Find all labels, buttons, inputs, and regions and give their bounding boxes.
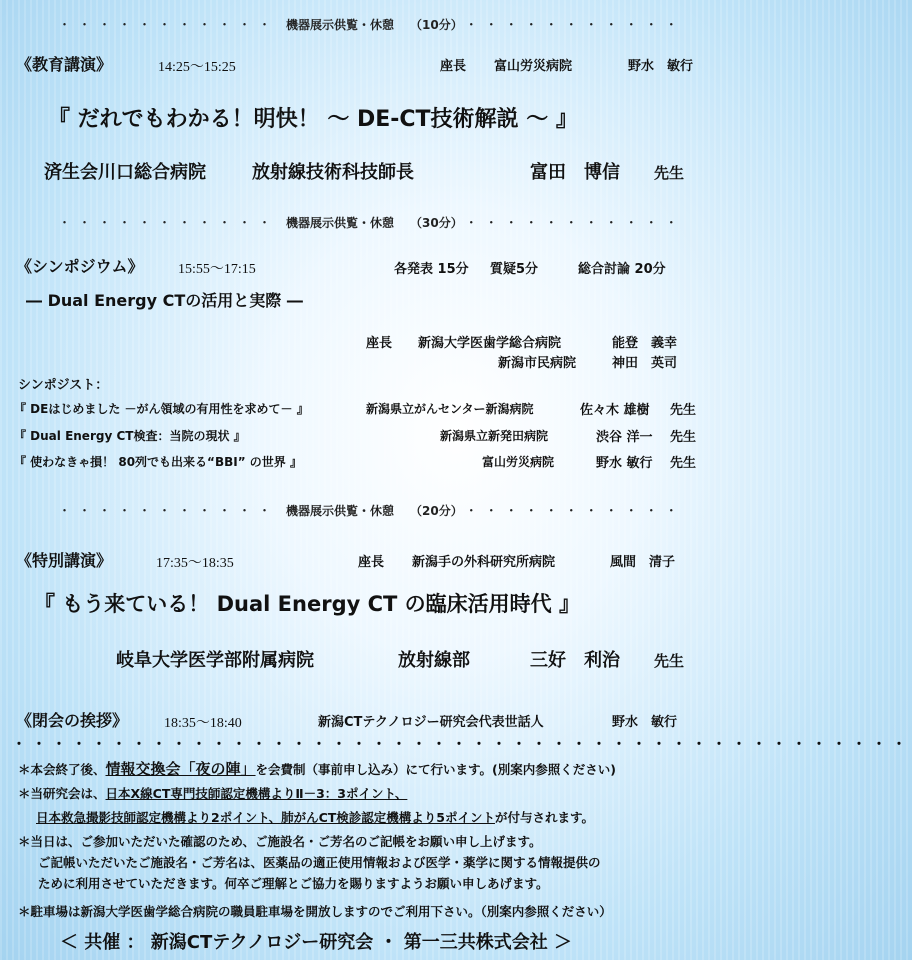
- break-divider-1: ・・・・・・・・・・・ 機器展示供覧・休憩 （10分） ・・・・・・・・・・・: [58, 18, 685, 33]
- credits-text: 日本救急撮影技師認定機構より2ポイント、肺がんCT検診認定機構より5ポイント: [36, 810, 495, 825]
- talk-speaker: 佐々木 雄樹: [580, 403, 650, 418]
- break-duration: （10分）: [410, 18, 457, 32]
- note-afterparty: [18, 758, 616, 779]
- special-header: 《特別講演》: [16, 551, 113, 570]
- talk-hospital: 新潟県立がんセンター新潟病院: [366, 402, 534, 416]
- note-registration-cont: ご記帳いただいたご施設名・ご芳名は、医薬品の適正使用情報および医学・薬学に関する情報提供の: [38, 855, 601, 870]
- closing-time: 18:35～18:40: [164, 716, 242, 731]
- symposium-theme: ― Dual Energy CTの活用と実際 ―: [26, 291, 303, 310]
- symposium-header: 《シンポジウム》: [16, 257, 144, 276]
- break-label: 機器展示供覧・休憩: [286, 504, 395, 518]
- note-text: ＊当研究会は、: [18, 786, 106, 801]
- symposium-chair2-hospital: 新潟市民病院: [498, 356, 577, 371]
- talk-title: 『 使わなきゃ損！ 80列でも出来る“BBI” の世界 』: [14, 455, 302, 469]
- education-time: 14:25～15:25: [158, 60, 236, 75]
- note-parking: ＊駐車場は新潟大学医歯学総合病院の職員駐車場を開放しますのでご利用下さい。（別案内参照ください）: [18, 904, 612, 919]
- special-time: 17:35～18:35: [156, 556, 234, 571]
- closing-name: 野水 敏行: [612, 715, 678, 730]
- note-text: が付与されます。: [494, 810, 594, 825]
- education-chair-label: 座長: [440, 59, 467, 74]
- special-sensei: 先生: [654, 652, 685, 670]
- talk-sensei: 先生: [670, 403, 697, 418]
- symposium-format-presentation: 各発表 15分: [394, 262, 469, 277]
- special-chair-name: 風間 清子: [610, 555, 676, 570]
- afterparty-name: 情報交換会「夜の陣」: [105, 760, 256, 778]
- break-divider-3: ・・・・・・・・・・・ 機器展示供覧・休憩 （20分） ・・・・・・・・・・・: [58, 504, 685, 519]
- break-duration: （30分）: [410, 216, 457, 230]
- talk-speaker: 渋谷 洋一: [596, 430, 653, 445]
- credits-text: 日本X線CT専門技師認定機構よりⅡ－3：3ポイント、: [105, 786, 408, 801]
- education-speaker-name: 富田 博信: [530, 162, 620, 183]
- education-chair-hospital: 富山労災病院: [494, 59, 573, 74]
- break-divider-2: ・・・・・・・・・・・ 機器展示供覧・休憩 （30分） ・・・・・・・・・・・: [58, 216, 685, 231]
- note-registration-cont: ために利用させていただきます。何卒ご理解とご協力を賜りますようお願い申しあげます。: [38, 876, 549, 891]
- symposium-time: 15:55～17:15: [178, 262, 256, 277]
- closing-header: 《閉会の挨拶》: [16, 711, 129, 730]
- note-credits: [18, 784, 407, 802]
- talk-sensei: 先生: [670, 430, 697, 445]
- note-credits-cont: [36, 808, 594, 826]
- symposium-format-discussion: 総合討論 20分: [578, 262, 666, 277]
- talk-title: 『 Dual Energy CT検査：当院の現状 』: [14, 429, 246, 443]
- note-text: ＊本会終了後、: [18, 762, 106, 777]
- talk-hospital: 新潟県立新発田病院: [440, 429, 549, 443]
- symposium-chair1-name: 能登 義幸: [612, 336, 678, 351]
- education-speaker-hospital: 済生会川口総合病院: [44, 162, 206, 183]
- special-chair-hospital: 新潟手の外科研究所病院: [412, 555, 556, 570]
- talk-hospital: 富山労災病院: [482, 455, 555, 469]
- education-header: 《教育講演》: [16, 55, 113, 74]
- education-speaker-role: 放射線技術科技師長: [252, 162, 414, 183]
- talk-title: 『 DEはじめました －がん領域の有用性を求めて－ 』: [14, 402, 309, 416]
- notes-divider: ・・・・・・・・・・・・・・・・・・・・・・・・・・・・・・・・・・・・・・・・・・・・・: [12, 737, 912, 753]
- special-speaker-role: 放射線部: [398, 650, 470, 671]
- note-text: を会費制（事前申し込み）にて行います。(別案内参照ください): [255, 762, 616, 777]
- talk-sensei: 先生: [670, 456, 697, 471]
- note-registration: ＊当日は、ご参加いただいた確認のため、ご施設名・ご芳名のご記帳をお願い申し上げます。: [18, 834, 542, 849]
- break-label: 機器展示供覧・休憩: [286, 216, 395, 230]
- closing-organization: 新潟CTテクノロジー研究会代表世話人: [318, 715, 544, 730]
- symposium-chair2-name: 神田 英司: [612, 356, 678, 371]
- break-label: 機器展示供覧・休憩: [286, 18, 395, 32]
- special-speaker-hospital: 岐阜大学医学部附属病院: [116, 650, 314, 671]
- symposium-chair-label: 座長: [366, 336, 393, 351]
- special-speaker-name: 三好 利治: [530, 650, 620, 671]
- symposium-chair1-hospital: 新潟大学医歯学総合病院: [418, 336, 562, 351]
- symposists-label: シンポジスト：: [18, 378, 109, 393]
- education-chair-name: 野水 敏行: [628, 59, 694, 74]
- special-chair-label: 座長: [358, 555, 385, 570]
- break-duration: （20分）: [410, 504, 457, 518]
- co-sponsor-footer: ＜ 共催 ： 新潟CTテクノロジー研究会 ・ 第一三共株式会社 ＞: [60, 932, 573, 953]
- talk-speaker: 野水 敏行: [596, 456, 653, 471]
- education-sensei: 先生: [654, 164, 685, 182]
- education-title: 『 だれでもわかる！明快！ ～ DE-CT技術解説 ～ 』: [48, 107, 578, 132]
- special-title: 『 もう来ている！ Dual Energy CT の臨床活用時代 』: [34, 592, 580, 616]
- symposium-format-qa: 質疑5分: [490, 262, 539, 277]
